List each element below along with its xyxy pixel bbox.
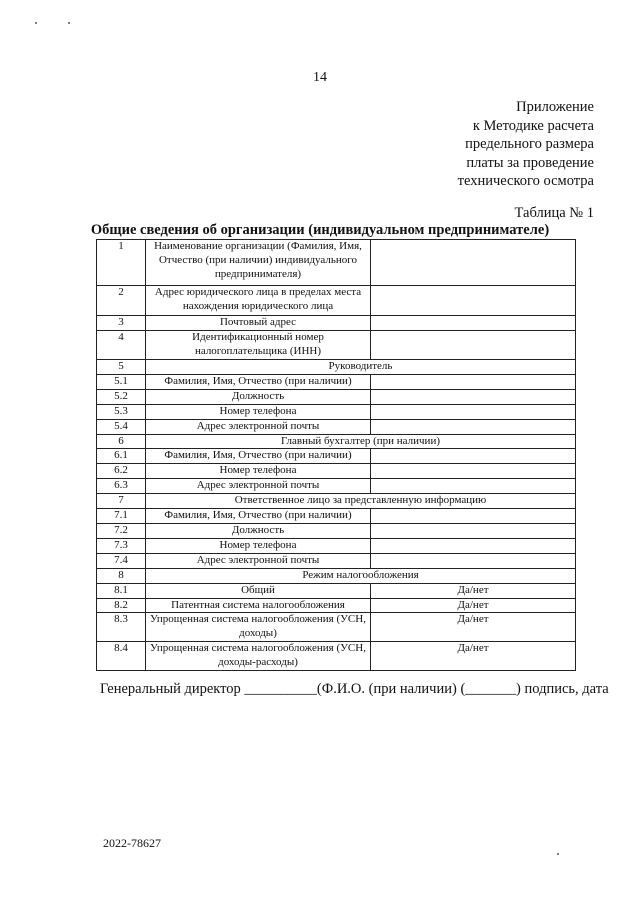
field-label: Упрощенная система налогообложения (УСН, доходы) <box>146 613 371 642</box>
field-value[interactable] <box>371 286 576 316</box>
table-row <box>97 598 576 613</box>
row-number: 5.1 <box>97 374 146 389</box>
row-number: 5.2 <box>97 389 146 404</box>
table-body <box>97 240 576 671</box>
page-number: 14 <box>313 70 327 85</box>
field-value[interactable] <box>371 523 576 538</box>
field-value[interactable] <box>371 374 576 389</box>
field-value[interactable]: Да/нет <box>371 583 576 598</box>
field-value[interactable] <box>371 331 576 360</box>
field-label: Номер телефона <box>146 404 371 419</box>
row-number: 8.1 <box>97 583 146 598</box>
table-section-row <box>97 360 576 375</box>
appendix-line: предельного размера <box>465 136 594 153</box>
table-section-row <box>97 434 576 449</box>
row-number: 2 <box>97 286 146 316</box>
field-label: Почтовый адрес <box>146 316 371 331</box>
appendix-line: Приложение <box>516 99 594 115</box>
field-value[interactable] <box>371 240 576 286</box>
row-number: 3 <box>97 316 146 331</box>
row-number: 6.3 <box>97 479 146 494</box>
row-number: 6.2 <box>97 464 146 479</box>
table-row <box>97 509 576 524</box>
scan-speck <box>35 22 37 24</box>
table-row <box>97 464 576 479</box>
section-header: Ответственное лицо за представленную информацию <box>146 494 576 509</box>
row-number: 5 <box>97 360 146 375</box>
field-label: Идентификационный номер налогоплательщика (ИНН) <box>146 331 371 360</box>
table-row <box>97 583 576 598</box>
field-value[interactable] <box>371 316 576 331</box>
field-value[interactable] <box>371 404 576 419</box>
field-label: Должность <box>146 523 371 538</box>
row-number: 1 <box>97 240 146 286</box>
section-header: Главный бухгалтер (при наличии) <box>146 434 576 449</box>
row-number: 8.2 <box>97 598 146 613</box>
field-value[interactable] <box>371 553 576 568</box>
table-row <box>97 479 576 494</box>
appendix-line: платы за проведение <box>466 154 594 171</box>
table-row <box>97 316 576 331</box>
row-number: 5.4 <box>97 419 146 434</box>
table-row <box>97 613 576 642</box>
field-value[interactable] <box>371 449 576 464</box>
table-row <box>97 404 576 419</box>
field-label: Номер телефона <box>146 464 371 479</box>
field-label: Адрес электронной почты <box>146 419 371 434</box>
row-number: 8.4 <box>97 642 146 671</box>
row-number: 6.1 <box>97 449 146 464</box>
row-number: 6 <box>97 434 146 449</box>
row-number: 7.2 <box>97 523 146 538</box>
row-number: 5.3 <box>97 404 146 419</box>
field-value[interactable] <box>371 538 576 553</box>
field-value[interactable] <box>371 389 576 404</box>
field-value[interactable]: Да/нет <box>371 598 576 613</box>
section-header: Руководитель <box>146 360 576 375</box>
field-value[interactable] <box>371 464 576 479</box>
table-row <box>97 538 576 553</box>
field-label: Адрес юридического лица в пределах места нахождения юридического лица <box>146 286 371 316</box>
row-number: 7.1 <box>97 509 146 524</box>
field-value[interactable]: Да/нет <box>371 642 576 671</box>
field-label: Должность <box>146 389 371 404</box>
appendix-line: к Методике расчета <box>472 117 594 134</box>
row-number: 4 <box>97 331 146 360</box>
scan-speck <box>68 22 70 24</box>
organization-info-table <box>96 239 576 671</box>
table-number: Таблица № 1 <box>514 205 594 221</box>
field-label: Фамилия, Имя, Отчество (при наличии) <box>146 449 371 464</box>
appendix-line: технического осмотра <box>457 173 594 190</box>
table-row <box>97 523 576 538</box>
field-label: Номер телефона <box>146 538 371 553</box>
table-row <box>97 553 576 568</box>
document-code: 2022-78627 <box>103 836 161 850</box>
table-section-row <box>97 494 576 509</box>
field-value[interactable] <box>371 509 576 524</box>
field-value[interactable] <box>371 479 576 494</box>
table-row <box>97 240 576 286</box>
table-row <box>97 389 576 404</box>
scan-speck <box>557 853 559 855</box>
row-number: 7.3 <box>97 538 146 553</box>
row-number: 7 <box>97 494 146 509</box>
field-label: Упрощенная система налогообложения (УСН, доходы-расходы) <box>146 642 371 671</box>
field-label: Общий <box>146 583 371 598</box>
field-label: Фамилия, Имя, Отчество (при наличии) <box>146 509 371 524</box>
field-value[interactable]: Да/нет <box>371 613 576 642</box>
table-row <box>97 419 576 434</box>
row-number: 8 <box>97 568 146 583</box>
section-header: Режим налогообложения <box>146 568 576 583</box>
signature-line: Генеральный директор __________(Ф.И.О. (при наличии) (_______) подпись, дата <box>100 681 609 697</box>
table-row <box>97 374 576 389</box>
table-row <box>97 331 576 360</box>
table-section-row <box>97 568 576 583</box>
table-title: Общие сведения об организации (индивидуальном предпринимателе) <box>90 222 550 238</box>
field-label: Патентная система налогообложения <box>146 598 371 613</box>
field-label: Наименование организации (Фамилия, Имя, Отчество (при наличии) индивидуального предпринимателя) <box>146 240 371 286</box>
field-label: Фамилия, Имя, Отчество (при наличии) <box>146 374 371 389</box>
table-row <box>97 642 576 671</box>
table-row <box>97 449 576 464</box>
table-row <box>97 286 576 316</box>
field-label: Адрес электронной почты <box>146 479 371 494</box>
field-label: Адрес электронной почты <box>146 553 371 568</box>
field-value[interactable] <box>371 419 576 434</box>
appendix-block <box>334 98 594 191</box>
row-number: 8.3 <box>97 613 146 642</box>
row-number: 7.4 <box>97 553 146 568</box>
